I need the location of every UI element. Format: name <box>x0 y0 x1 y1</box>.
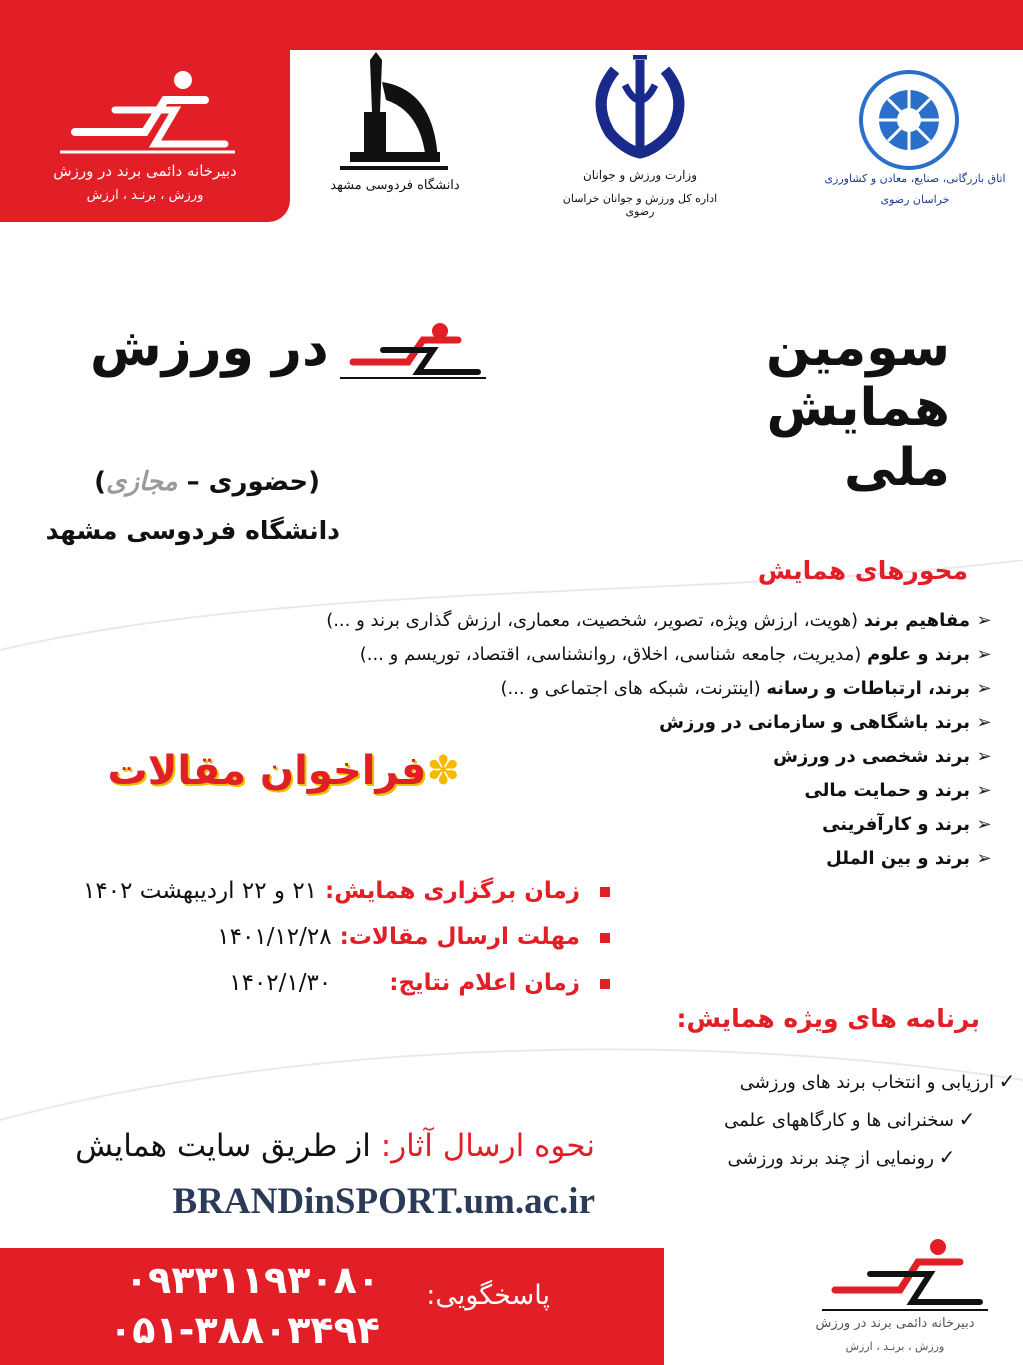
special-programs-title: برنامه های ویژه همایش: <box>676 1004 980 1033</box>
axes-title: محورهای همایش <box>757 556 968 585</box>
flower-icon: ✽ <box>426 748 460 794</box>
list-item: ➢برند و علوم (مدیریت، جامعه شناسی، اخلاق، روانشناسی، اقتصاد، توریسم و ...) <box>238 638 998 672</box>
secretariat-motto-footer: ورزش ، برنـد ، ارزش <box>845 1340 945 1353</box>
special-programs-list <box>560 1062 1020 1176</box>
website-link[interactable]: BRANDinSPORT.um.ac.ir <box>172 1181 595 1222</box>
chamber-name: اتاق بازرگانی، صنایع، معادن و کشاورزی <box>824 172 1006 185</box>
bullet-square-icon <box>600 979 610 989</box>
phone-mobile: ۰۹۳۳۱۱۹۳۰۸۰ <box>124 1258 380 1302</box>
conference-mode: (حضوری – مجازی) <box>94 467 320 497</box>
important-dates <box>20 868 610 1006</box>
axes-list <box>238 604 998 876</box>
secretariat-name-footer: دبیرخانه دائمی برند در ورزش <box>815 1316 975 1331</box>
mode-virtual: مجازی <box>105 467 178 497</box>
brand-logo-icon <box>55 70 240 160</box>
ministry-office: اداره کل ورزش و جوانان خراسان رضوی <box>562 192 718 218</box>
date-row: زمان اعلام نتایج: ۱۴۰۲/۱/۳۰ <box>20 960 610 1006</box>
brand-logo-small-icon <box>820 1238 990 1316</box>
venue: دانشگاه فردوسی مشهد <box>45 516 340 545</box>
list-item: ➢برند شخصی در ورزش <box>238 740 998 774</box>
call-for-papers: ✽فراخوان مقالات <box>107 748 460 794</box>
chevron-arrow-icon: ➢ <box>976 814 992 835</box>
secretariat-motto: ورزش ، برنـد ، ارزش <box>86 188 204 203</box>
chevron-arrow-icon: ➢ <box>976 780 992 801</box>
brand-word-logo-icon <box>338 322 488 382</box>
chamber-province: خراسان رضوی <box>880 193 950 206</box>
ministry-emblem-icon <box>585 55 695 163</box>
phone-landline: ۰۵۱-۳۸۸۰۳۴۹۴ <box>109 1308 380 1352</box>
chevron-arrow-icon: ➢ <box>976 644 992 665</box>
page-title-part2: در ورزش <box>90 318 329 378</box>
list-item: ✓رونمایی از چند برند ورزشی <box>560 1138 1020 1176</box>
list-item: ➢برند و کارآفرینی <box>238 808 998 842</box>
university-emblem-icon <box>340 52 450 180</box>
chevron-arrow-icon: ➢ <box>976 848 992 869</box>
secretariat-name: دبیرخانه دائمی برند در ورزش <box>53 162 237 180</box>
checkmark-icon: ✓ <box>958 1107 976 1131</box>
list-item: ➢برند باشگاهی و سازمانی در ورزش <box>238 706 998 740</box>
contact-label: پاسخگویی: <box>426 1280 550 1311</box>
list-item: ➢برند و بین الملل <box>238 842 998 876</box>
date-row: مهلت ارسال مقالات: ۱۴۰۱/۱۲/۲۸ <box>20 914 610 960</box>
chamber-of-commerce-emblem-icon <box>855 68 963 172</box>
bullet-square-icon <box>600 933 610 943</box>
checkmark-icon: ✓ <box>998 1069 1016 1093</box>
mode-in-person: حضوری <box>208 467 309 497</box>
chevron-arrow-icon: ➢ <box>976 746 992 767</box>
list-item: ✓ارزیابی و انتخاب برند های ورزشی <box>560 1062 1020 1100</box>
checkmark-icon: ✓ <box>938 1145 956 1169</box>
list-item: ➢مفاهیم برند (هویت، ارزش ویژه، تصویر، شخصیت، معماری، ارزش گذاری برند و ...) <box>238 604 998 638</box>
chevron-arrow-icon: ➢ <box>976 678 992 699</box>
list-item: ✓سخنرانی ها و کارگاههای علمی <box>560 1100 1020 1138</box>
ministry-name: وزارت ورزش و جوانان <box>582 168 698 182</box>
list-item: ➢برند و حمایت مالی <box>238 774 998 808</box>
submission-method: نحوه ارسال آثار: از طریق سایت همایش <box>75 1128 595 1164</box>
chevron-arrow-icon: ➢ <box>976 610 992 631</box>
university-name: دانشگاه فردوسی مشهد <box>330 178 460 193</box>
page-title-part1: سومین همایش ملی <box>766 318 950 498</box>
date-row: زمان برگزاری همایش: ۲۱ و ۲۲ اردیبهشت ۱۴۰۲ <box>20 868 610 914</box>
bullet-square-icon <box>600 887 610 897</box>
chevron-arrow-icon: ➢ <box>976 712 992 733</box>
list-item: ➢برند، ارتباطات و رسانه (اینترنت، شبکه های اجتماعی و ...) <box>238 672 998 706</box>
